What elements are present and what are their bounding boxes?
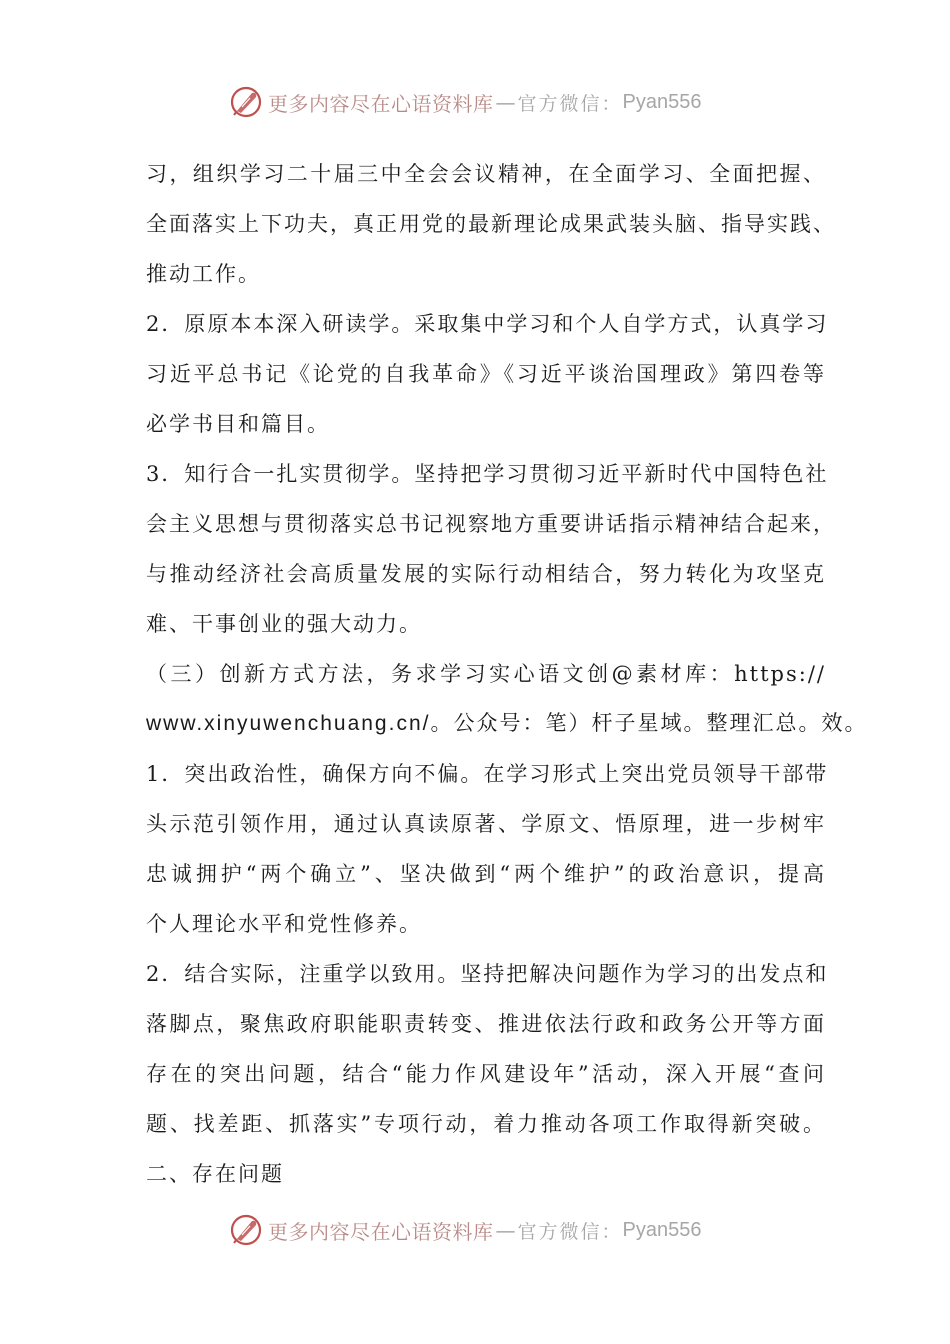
watermark-wechat-id: Pyan556	[622, 1218, 702, 1241]
body-line: 2．结合实际，注重学以致用。坚持把解决问题作为学习的出发点和	[146, 962, 829, 986]
body-line: 存在的突出问题，结合“能力作风建设年”活动，深入开展“查问	[146, 1062, 826, 1086]
body-line: 2．原原本本深入研读学。采取集中学习和个人自学方式，认真学习	[146, 312, 829, 336]
body-line: 忠诚拥护“两个确立”、坚决做到“两个维护”的政治意识，提高	[146, 862, 826, 886]
body-line: www.xinyuwenchuang.cn/。公众号：笔）杆子星域。整理汇总。效。	[146, 712, 868, 735]
body-line: 落脚点，聚焦政府职能职责转变、推进依法行政和政务公开等方面	[146, 1012, 826, 1036]
body-line: 3．知行合一扎实贯彻学。坚持把学习贯彻习近平新时代中国特色社	[146, 462, 829, 486]
footer-watermark	[228, 1208, 748, 1252]
watermark-brand: 更多内容尽在心语资料库	[268, 1219, 494, 1244]
body-line: 习，组织学习二十届三中全会会议精神，在全面学习、全面把握、	[146, 162, 826, 186]
watermark-separator: —	[495, 1218, 516, 1242]
header-watermark	[228, 80, 748, 124]
body-line: 题、找差距、抓落实”专项行动，着力推动各项工作取得新突破。	[146, 1112, 826, 1136]
document-body	[146, 149, 868, 1199]
watermark-brand: 更多内容尽在心语资料库	[268, 91, 494, 116]
body-line: 必学书目和篇目。	[146, 412, 330, 436]
body-line: 全面落实上下功夫，真正用党的最新理论成果武装头脑、指导实践、	[146, 212, 836, 236]
watermark-wechat-label: 官方微信：	[517, 1220, 623, 1243]
watermark-separator: —	[495, 90, 516, 114]
quill-pen-logo-icon	[228, 84, 264, 120]
watermark-wechat-id: Pyan556	[622, 90, 702, 113]
body-line: 推动工作。	[146, 262, 261, 286]
body-line: 难、干事创业的强大动力。	[146, 612, 422, 636]
watermark-wechat-label: 官方微信：	[517, 92, 623, 115]
body-line: （三）创新方式方法，务求学习实心语文创@素材库：https://	[146, 662, 826, 686]
body-line: 个人理论水平和党性修养。	[146, 912, 422, 936]
body-line: 头示范引领作用，通过认真读原著、学原文、悟原理，进一步树牢	[146, 812, 826, 836]
body-line: 1．突出政治性，确保方向不偏。在学习形式上突出党员领导干部带	[146, 762, 829, 786]
quill-pen-logo-icon	[228, 1212, 264, 1248]
body-line: 与推动经济社会高质量发展的实际行动相结合，努力转化为攻坚克	[146, 562, 826, 586]
section-heading: 二、存在问题	[146, 1162, 284, 1186]
body-line: 会主义思想与贯彻落实总书记视察地方重要讲话指示精神结合起来，	[146, 512, 836, 536]
body-line: 习近平总书记《论党的自我革命》《习近平谈治国理政》第四卷等	[146, 362, 826, 386]
